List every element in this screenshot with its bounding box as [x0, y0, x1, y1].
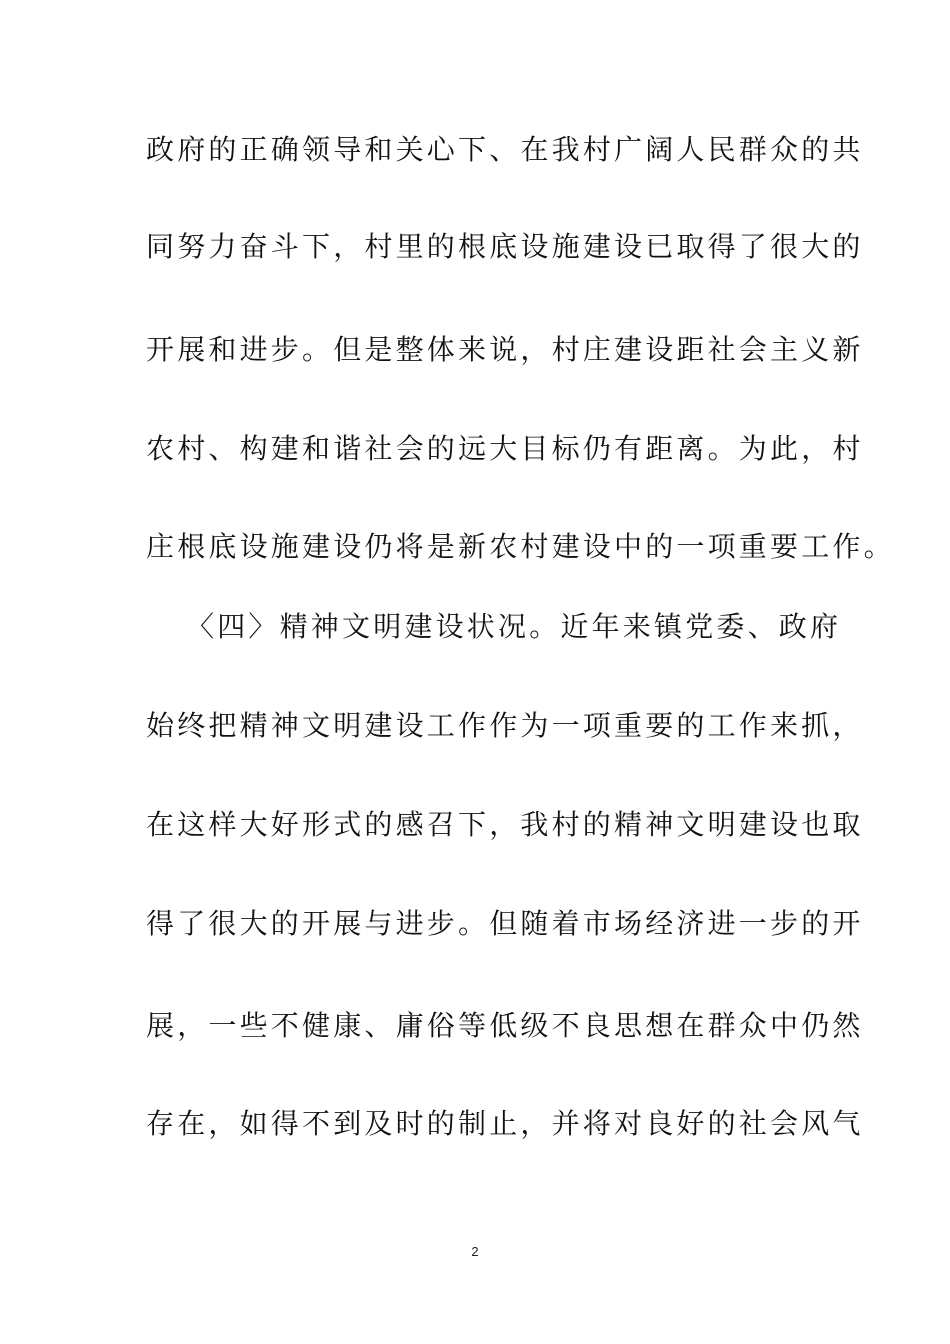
text-line-4: 农村、构建和谐社会的远大目标仍有距离。为此，村 [146, 432, 864, 465]
text-line-6-section-heading: 〈四〉精神文明建设状况。近年来镇党委、政府 [186, 610, 842, 643]
text-line-3: 开展和进步。但是整体来说，村庄建设距社会主义新 [146, 333, 864, 366]
text-line-5: 庄根底设施建设仍将是新农村建设中的一项重要工作。 [146, 530, 895, 563]
text-line-1: 政府的正确领导和关心下、在我村广阔人民群众的共 [146, 133, 864, 166]
text-line-2: 同努力奋斗下，村里的根底设施建设已取得了很大的 [146, 230, 864, 263]
text-line-8: 在这样大好形式的感召下，我村的精神文明建设也取 [146, 808, 864, 841]
text-line-7: 始终把精神文明建设工作作为一项重要的工作来抓， [146, 709, 864, 742]
page-number: 2 [471, 1244, 479, 1259]
text-line-9: 得了很大的开展与进步。但随着市场经济进一步的开 [146, 907, 864, 940]
text-line-10: 展，一些不健康、庸俗等低级不良思想在群众中仍然 [146, 1009, 864, 1042]
text-line-11: 存在，如得不到及时的制止，并将对良好的社会风气 [146, 1107, 864, 1140]
